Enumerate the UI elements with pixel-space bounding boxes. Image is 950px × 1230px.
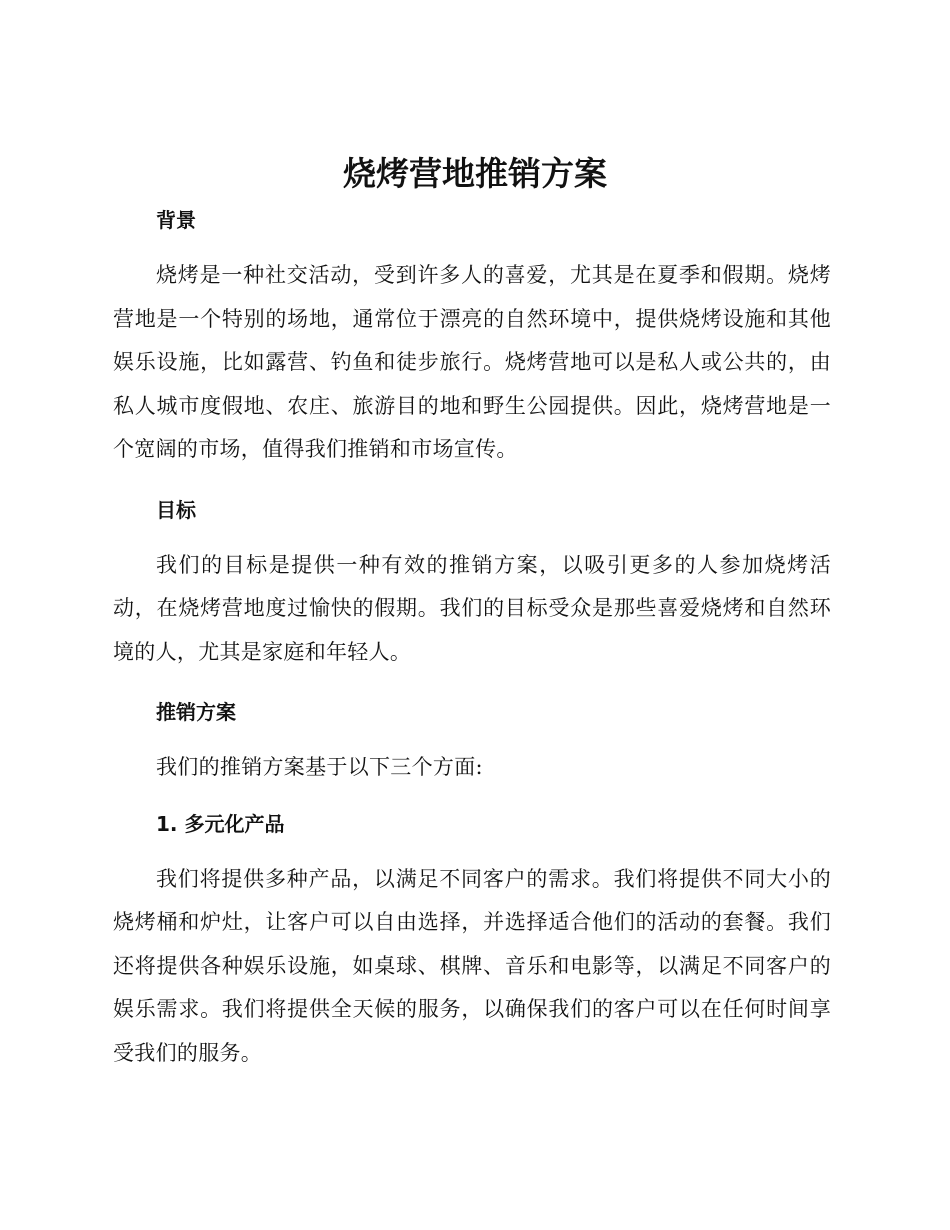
subsection-text-diversified-products: 我们将提供多种产品，以满足不同客户的需求。我们将提供不同大小的烧烤桶和炉灶，让客户可以自由选择，并选择适合他们的活动的套餐。我们还将提供各种娱乐设施，如桌球、棋牌、音乐和电影等，以满足不同客户的娱乐需求。我们将提供全天候的服务，以确保我们的客户可以在任何时间享受我们的服务。 [113,866,831,1065]
section-text-background: 烧烤是一种社交活动，受到许多人的喜爱，尤其是在夏季和假期。烧烤营地是一个特别的场地，通常位于漂亮的自然环境中，提供烧烤设施和其他娱乐设施，比如露营、钓鱼和徒步旅行。烧烤营地可以是私人或公共的，由私人城市度假地、农庄、旅游目的地和野生公园提供。因此，烧烤营地是一个宽阔的市场，值得我们推销和市场宣传。 [113,263,831,461]
subsection-heading-diversified-products: 1. 多元化产品 [156,811,285,836]
document-title: 烧烤营地推销方案 [343,154,607,193]
section-heading-goal: 目标 [156,497,196,522]
section-heading-plan: 推销方案 [156,700,236,724]
section-text-goal: 我们的目标是提供一种有效的推销方案，以吸引更多的人参加烧烤活动，在烧烤营地度过愉快的假期。我们的目标受众是那些喜爱烧烤和自然环境的人，尤其是家庭和年轻人。 [113,552,831,664]
document-body [113,196,831,1075]
section-text-plan-intro: 我们的推销方案基于以下三个方面: [156,755,483,779]
section-heading-background: 背景 [156,208,196,232]
